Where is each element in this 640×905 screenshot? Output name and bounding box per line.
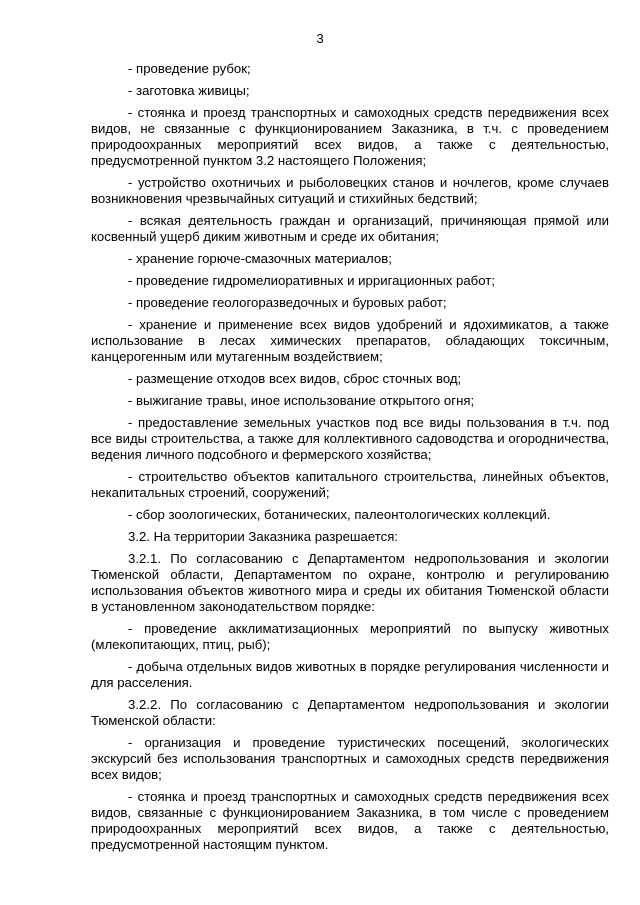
paragraph: - проведение рубок;	[128, 61, 251, 76]
paragraph: - выжигание травы, иное использование открытого огня;	[128, 393, 475, 408]
paragraph: - устройство охотничьих и рыболовецких станов и ночлегов, кроме случаев возникновения чрезвычайных ситуаций и стихийных бедствий;	[91, 175, 609, 206]
paragraph: - организация и проведение туристических посещений, экологических экскурсий без использования транспортных и самоходных средств передвижения всех видов;	[91, 735, 609, 782]
section-heading: 3.2. На территории Заказника разрешается:	[128, 529, 399, 544]
paragraph: - стоянка и проезд транспортных и самоходных средств передвижения всех видов, связанные с функционированием Заказника, в том числе с проведением природоохранных мероприятий всех видов, а также с деятельностью, предусмотренной настоящим пунктом.	[91, 789, 609, 852]
paragraph: - проведение гидромелиоративных и ирригационных работ;	[128, 273, 495, 288]
paragraph: - строительство объектов капитального строительства, линейных объектов, некапитальных строений, сооружений;	[91, 469, 609, 500]
paragraph: - добыча отдельных видов животных в порядке регулирования численности и для расселения.	[91, 659, 609, 690]
paragraph: 3.2.2. По согласованию с Департаментом недропользования и экологии Тюменской области:	[91, 697, 609, 728]
page-number: 3	[316, 31, 324, 46]
paragraph: - проведение акклиматизационных мероприятий по выпуску животных (млекопитающих, птиц, рыб);	[91, 621, 609, 652]
paragraph: 3.2.1. По согласованию с Департаментом недропользования и экологии Тюменской области, Департаментом по охране, контролю и регулированию использования объектов животного мира и среды их обитания Тюменской области в установленном законодательством порядке:	[91, 551, 609, 614]
paragraph: - хранение и применение всех видов удобрений и ядохимикатов, а также использование в лесах химических препаратов, обладающих токсичным, канцерогенным или мутагенным воздействием;	[91, 317, 609, 364]
document-body	[91, 61, 609, 859]
paragraph: - проведение геологоразведочных и буровых работ;	[128, 295, 447, 310]
paragraph: - предоставление земельных участков под все виды пользования в т.ч. под все виды строительства, а также для коллективного садоводства и огородничества, ведения личного подсобного и фермерского хозяйства;	[91, 415, 609, 462]
paragraph: - всякая деятельность граждан и организаций, причиняющая прямой или косвенный ущерб диким животным и среде их обитания;	[91, 213, 609, 244]
paragraph: - заготовка живицы;	[128, 83, 250, 98]
paragraph: - хранение горюче-смазочных материалов;	[128, 251, 392, 266]
paragraph: - стоянка и проезд транспортных и самоходных средств передвижения всех видов, не связанные с функционированием Заказника, в т.ч. с проведением природоохранных мероприятий всех видов, а также с деятельностью, предусмотренной пунктом 3.2 настоящего Положения;	[91, 105, 609, 168]
paragraph: - размещение отходов всех видов, сброс сточных вод;	[128, 371, 462, 386]
paragraph: - сбор зоологических, ботанических, палеонтологических коллекций.	[128, 507, 551, 522]
